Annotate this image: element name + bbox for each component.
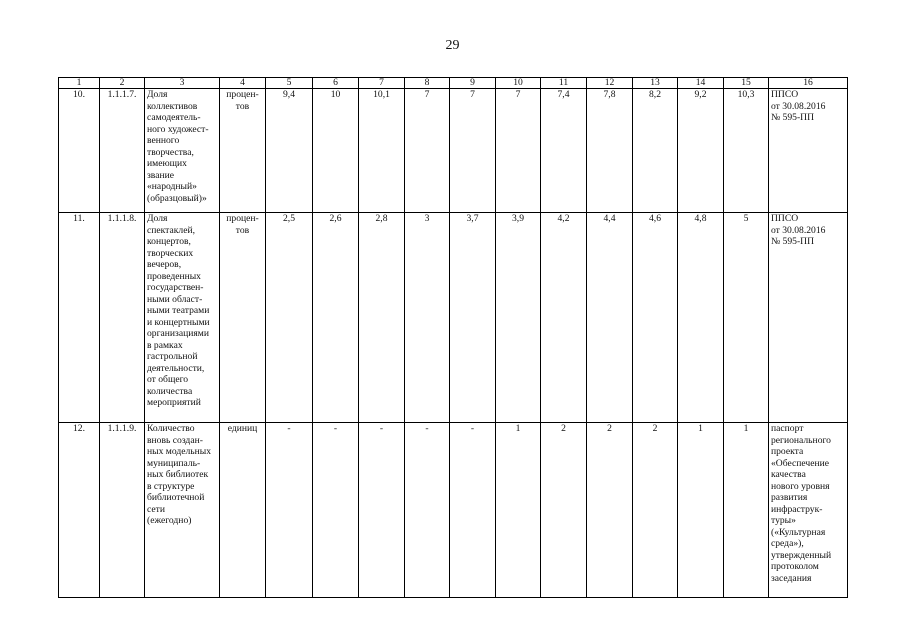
value-cell: 2	[633, 423, 678, 598]
column-number: 7	[359, 78, 405, 89]
value-cell: 1	[496, 423, 541, 598]
value-cell: 2	[541, 423, 587, 598]
column-number: 5	[266, 78, 313, 89]
value-cell: -	[266, 423, 313, 598]
value-cell: 4,2	[541, 213, 587, 423]
value-cell: 1	[678, 423, 724, 598]
value-cell: 4,8	[678, 213, 724, 423]
value-cell: -	[313, 423, 359, 598]
unit: процен- тов	[220, 213, 266, 423]
column-number: 11	[541, 78, 587, 89]
column-number: 9	[450, 78, 496, 89]
value-cell: 3	[405, 213, 450, 423]
source-document: ППСО от 30.08.2016 № 595-ПП	[769, 89, 848, 213]
value-cell: 7	[450, 89, 496, 213]
indicator-code: 1.1.1.9.	[100, 423, 145, 598]
column-number: 14	[678, 78, 724, 89]
column-number: 8	[405, 78, 450, 89]
value-cell: 10,3	[724, 89, 769, 213]
column-number-row	[59, 78, 848, 89]
source-document: паспорт регионального проекта «Обеспечение качества нового уровня развития инфраструк- туры» («Культурная среда»), утвержденный протоколом заседания	[769, 423, 848, 598]
indicator-name: Доля спектаклей, концертов, творческих вечеров, проведенных государствен- ными област- ными театрами и концертными организациями в рамках гастрольной деятельности, от общего количества мероприятий	[145, 213, 220, 423]
value-cell: 4,4	[587, 213, 633, 423]
value-cell: 8,2	[633, 89, 678, 213]
value-cell: 7,8	[587, 89, 633, 213]
column-number: 16	[769, 78, 848, 89]
row-number: 12.	[59, 423, 100, 598]
value-cell: 9,4	[266, 89, 313, 213]
value-cell: -	[359, 423, 405, 598]
value-cell: 7	[405, 89, 450, 213]
value-cell: 3,9	[496, 213, 541, 423]
indicators-table	[58, 77, 848, 598]
table-row	[59, 89, 848, 213]
value-cell: 9,2	[678, 89, 724, 213]
value-cell: 3,7	[450, 213, 496, 423]
value-cell: 2	[587, 423, 633, 598]
value-cell: 10	[313, 89, 359, 213]
source-document: ППСО от 30.08.2016 № 595-ПП	[769, 213, 848, 423]
row-number: 11.	[59, 213, 100, 423]
column-number: 10	[496, 78, 541, 89]
column-number: 6	[313, 78, 359, 89]
value-cell: 7,4	[541, 89, 587, 213]
indicator-name: Доля коллективов самодеятель- ного художест- венного творчества, имеющих звание «народный» (образцовый)»	[145, 89, 220, 213]
value-cell: 1	[724, 423, 769, 598]
value-cell: -	[450, 423, 496, 598]
row-number: 10.	[59, 89, 100, 213]
value-cell: 2,6	[313, 213, 359, 423]
value-cell: 10,1	[359, 89, 405, 213]
value-cell: 4,6	[633, 213, 678, 423]
column-number: 12	[587, 78, 633, 89]
indicator-name: Количество вновь создан- ных модельных муниципаль- ных библиотек в структуре библиотечной сети (ежегодно)	[145, 423, 220, 598]
value-cell: 7	[496, 89, 541, 213]
unit: процен- тов	[220, 89, 266, 213]
column-number: 3	[145, 78, 220, 89]
value-cell: 2,8	[359, 213, 405, 423]
table-row	[59, 423, 848, 598]
column-number: 1	[59, 78, 100, 89]
value-cell: 5	[724, 213, 769, 423]
value-cell: -	[405, 423, 450, 598]
column-number: 13	[633, 78, 678, 89]
column-number: 15	[724, 78, 769, 89]
table-row	[59, 213, 848, 423]
column-number: 4	[220, 78, 266, 89]
unit: единиц	[220, 423, 266, 598]
page-number: 29	[445, 38, 460, 53]
indicator-code: 1.1.1.8.	[100, 213, 145, 423]
value-cell: 2,5	[266, 213, 313, 423]
indicator-code: 1.1.1.7.	[100, 89, 145, 213]
column-number: 2	[100, 78, 145, 89]
